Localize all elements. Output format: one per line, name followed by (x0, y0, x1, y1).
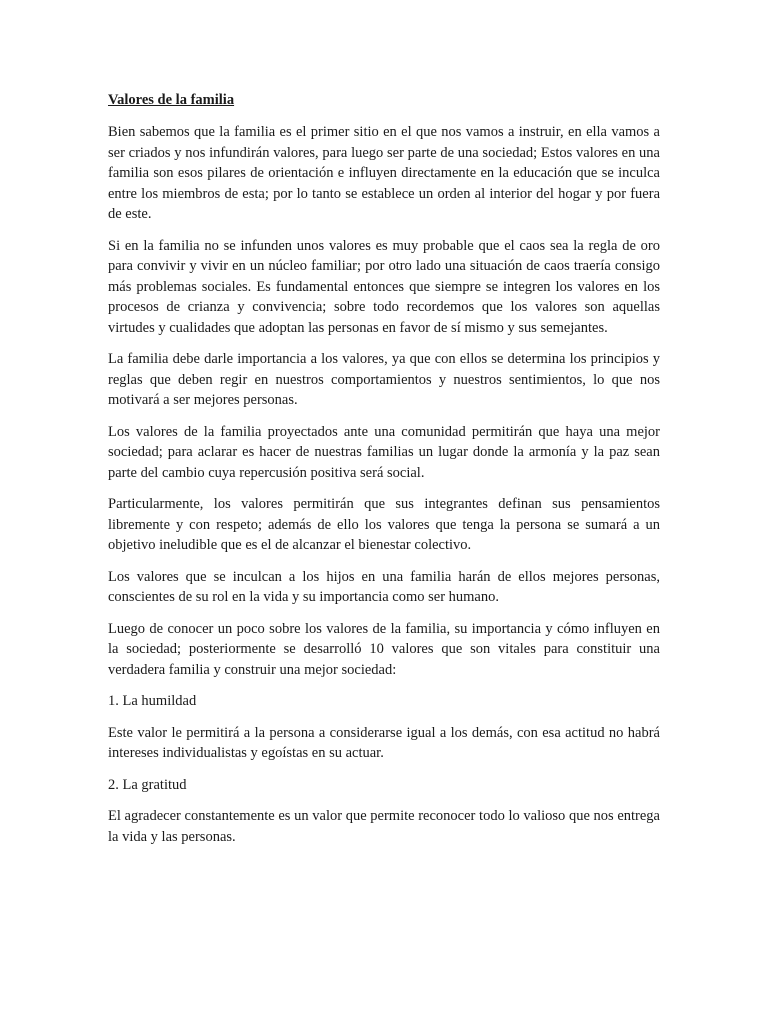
value-text-gratitude: El agradecer constantemente es un valor que permite reconocer todo lo valioso que nos entrega la vida y las personas. (108, 808, 660, 845)
ten-values-paragraph: Luego de conocer un poco sobre los valores de la familia, su importancia y cómo influyen en la sociedad; posteriormente se desarrolló 10 valores que son vitales para constituir una verdadera familia y construir una mejor sociedad: (108, 620, 660, 678)
intro-paragraph: Bien sabemos que la familia es el primer sitio en el que nos vamos a instruir, en ella vamos a ser criados y nos infundirán valores, para luego ser parte de una sociedad; Estos valores en una familia son esos pilares de orientación e influyen directamente en la educación que se inculca entre los miembros de esta; por lo tanto se establece un orden al interior del hogar y por fuera de este. (108, 124, 660, 222)
document-page (108, 90, 660, 858)
community-paragraph: Los valores de la familia proyectados ante una comunidad permitirán que haya una mejor sociedad; para aclarar es hacer de nuestras familias un lugar donde la armonía y la paz sean parte del cambio cuya repercusión positiva será social. (108, 423, 660, 481)
value-heading-gratitude: 2. La gratitud (108, 776, 187, 793)
chaos-paragraph: Si en la familia no se infunden unos valores es muy probable que el caos sea la regla de oro para convivir y vivir en un núcleo familiar; por otro lado una situación de caos traería consigo más problemas sociales. Es fundamental entonces que siempre se integren los valores en los procesos de crianza y convivencia; sobre todo recordemos que los valores son aquellas virtudes y cualidades que adoptan las personas en favor de sí mismo y sus semejantes. (108, 237, 660, 336)
value-heading-humility: 1. La humildad (108, 693, 197, 709)
value-text-humility: Este valor le permitirá a la persona a considerarse igual a los demás, con esa actitud no habrá intereses individualistas y egoístas en su actuar. (108, 724, 660, 761)
document-title: Valores de la familia (108, 92, 235, 108)
importance-paragraph: La familia debe darle importancia a los valores, ya que con ellos se determina los principios y reglas que deben regir en nuestros comportamientos y nuestros sentimientos, lo que nos motivará a ser mejores personas. (108, 351, 660, 408)
children-paragraph: Los valores que se inculcan a los hijos en una familia harán de ellos mejores personas, conscientes de su rol en la vida y su importancia como ser humano. (108, 568, 660, 605)
members-paragraph: Particularmente, los valores permitirán que sus integrantes definan sus pensamientos libremente y con respeto; además de ello los valores que tenga la persona se sumará a un objetivo ineludible que es el de alcanzar el bienestar colectivo. (108, 496, 660, 553)
